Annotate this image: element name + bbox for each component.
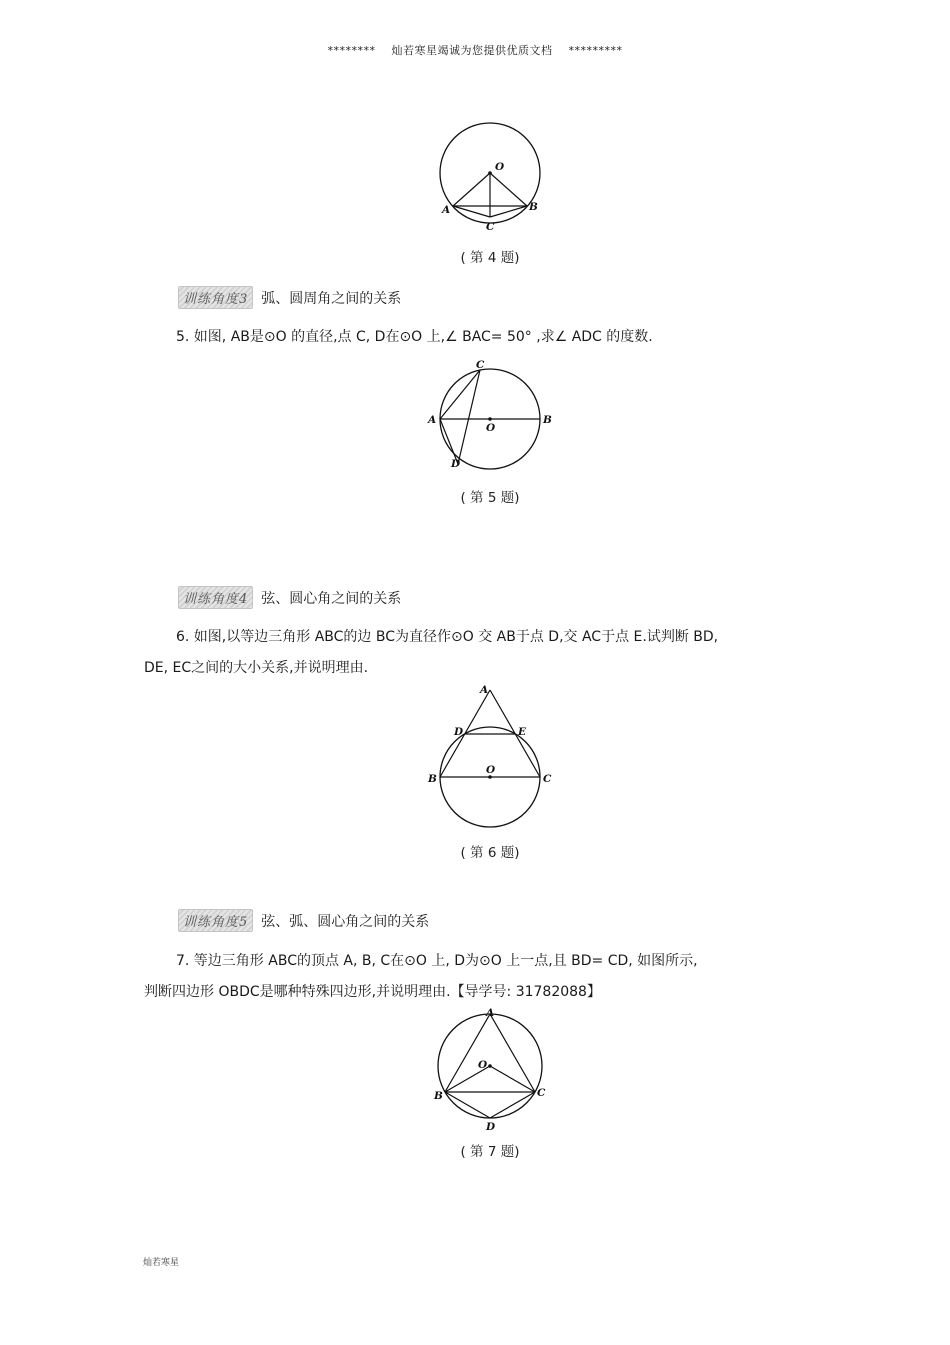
section-5-heading [178, 909, 429, 932]
fig4-label-A: A [442, 204, 451, 216]
figure-5 [420, 356, 560, 476]
fig7-segment-OC [490, 1066, 535, 1092]
fig4-segment-OA [453, 173, 490, 206]
fig4-label-O: O [495, 161, 505, 173]
fig5-label-B: B [543, 414, 552, 426]
section-3-heading [178, 286, 401, 309]
fig6-label-E: E [518, 726, 527, 738]
fig7-label-B: B [434, 1090, 443, 1102]
section-4-tag: 训练角度4 [178, 586, 253, 609]
fig7-label-C: C [537, 1087, 546, 1099]
fig7-chord-BD [445, 1092, 490, 1118]
fig4-center-dot [488, 171, 492, 175]
question-7-line-1: 7. 等边三角形 ABC的顶点 A, B, C在⊙O 上, D为⊙O 上一点,且 BD= CD, 如图所示, [176, 953, 698, 969]
fig7-chord-CD [490, 1092, 535, 1118]
fig7-label-A: A [486, 1007, 495, 1019]
fig7-side-AC [490, 1014, 535, 1092]
fig7-side-AB [445, 1014, 490, 1092]
fig5-label-A: A [428, 414, 437, 426]
section-3-title: 弧、圆周角之间的关系 [261, 290, 402, 307]
header-text: 灿若寒星竭诚为您提供优质文档 [391, 44, 553, 57]
fig6-label-C: C [543, 773, 552, 785]
fig4-segment-OB [490, 173, 527, 206]
figure-4 [430, 118, 550, 238]
fig6-label-A: A [480, 684, 489, 696]
question-7-line-2: 判断四边形 OBDC是哪种特殊四边形,并说明理由.【导学号: 31782088】 [144, 984, 601, 1000]
fig6-caption: ( 第 6 题) [460, 845, 520, 861]
fig5-caption: ( 第 5 题) [460, 490, 520, 506]
header-stars-right: ********* [568, 44, 623, 57]
figure-6 [420, 682, 560, 840]
fig5-label-C: C [476, 359, 485, 371]
section-5-tag: 训练角度5 [178, 909, 253, 932]
fig7-label-O: O [478, 1059, 488, 1071]
section-4-heading [178, 586, 401, 609]
question-7 [144, 946, 809, 1008]
page-header [0, 42, 950, 58]
fig7-caption: ( 第 7 题) [460, 1144, 520, 1160]
fig7-center-dot [488, 1064, 492, 1068]
fig6-label-D: D [454, 726, 464, 738]
fig6-label-O: O [486, 764, 496, 776]
question-6 [144, 622, 809, 684]
fig4-label-C: C [486, 221, 495, 233]
fig4-label-B: B [529, 201, 538, 213]
section-3-tag: 训练角度3 [178, 286, 253, 309]
fig4-caption: ( 第 4 题) [460, 250, 520, 266]
question-6-line-1: 6. 如图,以等边三角形 ABC的边 BC为直径作⊙O 交 AB于点 D,交 AC于点 E.试判断 BD, [176, 629, 719, 645]
section-4-title: 弦、圆心角之间的关系 [261, 590, 402, 607]
section-5-title: 弦、弧、圆心角之间的关系 [261, 913, 430, 930]
question-5-text: 5. 如图, AB是⊙O 的直径,点 C, D在⊙O 上,∠ BAC= 50° ,求∠ ADC 的度数. [176, 329, 653, 345]
fig7-label-D: D [486, 1121, 496, 1133]
page-footer: 灿若寒星 [143, 1258, 180, 1268]
question-6-line-2: DE, EC之间的大小关系,并说明理由. [144, 660, 369, 676]
fig5-label-D: D [451, 458, 461, 470]
fig5-label-O: O [486, 422, 496, 434]
fig5-center-dot [488, 417, 492, 421]
question-5 [176, 322, 841, 353]
header-stars-left: ******** [327, 44, 376, 57]
fig6-label-B: B [428, 773, 437, 785]
figure-7 [425, 1004, 555, 1134]
